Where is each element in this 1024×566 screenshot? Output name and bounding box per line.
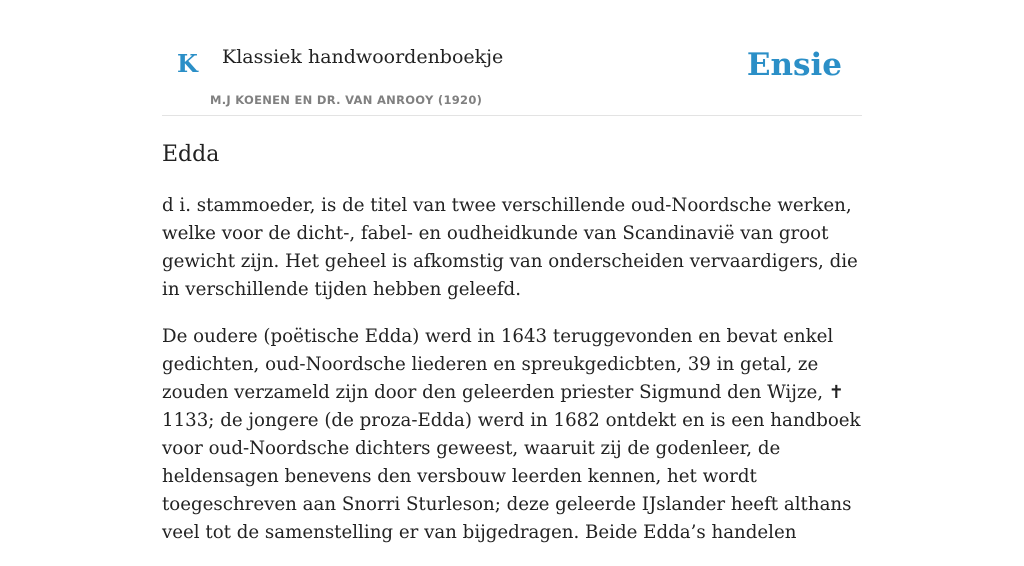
dictionary-author: M.J KOENEN EN DR. VAN ANROOY (1920): [210, 93, 483, 107]
entry-body: [162, 192, 862, 547]
entry-title: Edda: [162, 142, 220, 167]
dictionary-logo[interactable]: K: [177, 49, 198, 78]
dictionary-title-link[interactable]: Klassiek handwoordenboekje: [222, 46, 504, 68]
entry-paragraph: De oudere (poëtische Edda) werd in 1643 teruggevonden en bevat enkel gedichten, oud-Noordsche liederen en spreukgedicbten, 39 in getal, ze zouden verzameld zijn door den geleerden priester Sigmund den Wijze, ✝ 1133; de jongere (de proza-Edda) werd in 1682 ontdekt en is een handboek voor oud-Noordsche dichters geweest, waaruit zij de godenleer, de heldensagen benevens den versbouw leerden kennen, het wordt toegeschreven aan Snorri Sturleson; deze geleerde IJslander heeft althans veel tot de samenstelling er van bijgedragen. Beide Edda’s handelen: [162, 326, 861, 544]
content-column: [162, 0, 862, 566]
entry-paragraph: d i. stammoeder, is de titel van twee verschillende oud-Noordsche werken, welke voor de dicht-, fabel- en oudheidkunde van Scandinavië van groot gewicht zijn. Het geheel is afkomstig van onderscheiden vervaardigers, die in verschillende tijden hebben geleefd.: [162, 195, 858, 301]
dictionary-header: [162, 0, 862, 116]
ensie-logo-link[interactable]: Ensie: [746, 47, 842, 83]
